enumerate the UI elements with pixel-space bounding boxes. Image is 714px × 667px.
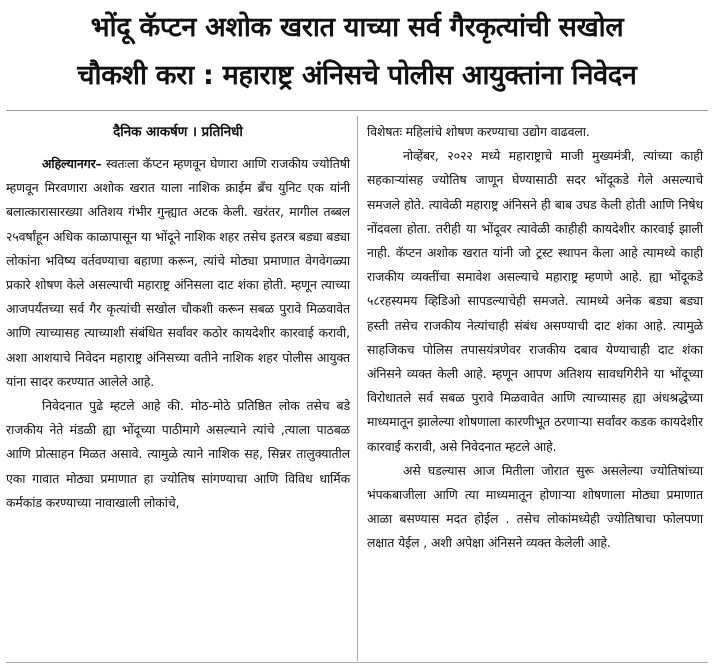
paragraph-1-text: स्वतःला कॅप्टन म्हणवून घेणारा आणि राजकीय ज्योतिषी म्हणवून मिरवणारा अशोक खरात याला नाशिक क्राईम ब्रँच युनिट एक यांनी बलात्कारासारख्या अतिशय गंभीर गुन्ह्यात अटक केली. खरंतर, मागील तब्बल २५वर्षांहून अधिक काळापासून या भोंदूने नाशिक शहर तसेच इतरत्र बड्या बड्या लोकांना भविष्य वर्तवण्याचा बहाणा करून, त्यांचे मोठ्या प्रमाणात वेगवेगळ्या प्रकारे शोषण केले असल्याची महाराष्ट्र अंनिसला दाट शंका होती. म्हणून त्याच्या आजपर्यंतच्या सर्व गैर कृत्यांची सखोल चौकशी करून सबळ पुरावे मिळवावेत आणि त्याच्यासह त्याच्याशी संबंधित सर्वांवर कठोर कायदेशीर कारवाई करावी, अशा आशयाचे निवेदन महाराष्ट्र अंनिसच्या वतीने नाशिक शहर पोलीस आयुक्त यांना सादर करण्यात आलेले आहे.	[6, 156, 350, 389]
right-column	[367, 120, 703, 556]
bottom-rule	[6, 662, 708, 663]
paragraph-5: असे घडल्यास आज मितीला जोरात सुरू असलेल्या ज्योतिषांच्या भंपकबाजीला आणि त्या माध्यमातून होणाऱ्या शोषणाला मोठ्या प्रमाणात आळा बसण्यास मदत होईल . तसेच लोकांमध्येही ज्योतिषाचा फोलपणा लक्षात येईल , अशी अपेक्षा अंनिसने व्यक्त केलेली आहे.	[367, 462, 703, 551]
headline-line-1: भोंदू कॅप्टन अशोक खरात याच्या सर्व गैरकृत्यांची सखोल	[90, 12, 624, 43]
byline: दैनिक आकर्षण । प्रतिनिधी	[113, 124, 243, 140]
paragraph-1	[6, 152, 350, 394]
left-column	[6, 120, 350, 515]
paragraph-4: नोव्हेंबर, २०२२ मध्ये महाराष्ट्राचे माजी मुख्यमंत्री, त्यांच्या काही सहकाऱ्यांसह ज्योतिष जाणून घेण्यासाठी सदर भोंदूकडे गेले असल्याचे समजले होते. त्यावेळी महाराष्ट्र अंनिसने ही बाब उघड केली होती आणि निषेध नोंदवला होता. तरीही या भोंदूवर त्यावेळी काहीही कायदेशीर कारवाई झाली नाही. कॅप्टन अशोक खरात यांनी जो ट्रस्ट स्थापन केला आहे त्यामध्ये काही राजकीय व्यक्तींचा समावेश असल्याचे महाराष्ट्र म्हणणे आहे. ह्या भोंदूकडे ५८रहस्यमय व्हिडिओ सापडल्याचेही समजते. त्यामध्ये अनेक बड्या बड्या हस्ती तसेच राजकीय नेत्यांचाही संबंध असण्याची दाट शंका आहे. त्यामुळे साहजिकच पोलिस तपासयंत्रणेवर राजकीय दबाव येण्याचाही दाट शंका अंनिसने व्यक्त केली आहे. म्हणून आपण अतिशय सावधगिरीने या भोंदूच्या विरोधातले सर्व सबळ पुरावे मिळवावेत आणि त्याच्यासह ह्या अंधश्रद्धेच्या माध्यमातून झालेल्या शोषणाला कारणीभूत ठरणाऱ्या सर्वांवर कडक कायदेशीर कारवाई करावी, असे निवेदनात म्हटले आहे.	[367, 148, 703, 454]
dateline: अहिल्यानगर–	[42, 156, 102, 171]
headline-line-2: चौकशी करा : महाराष्ट्र अंनिसचे पोलीस आयुक्तांना निवेदन	[77, 60, 637, 91]
paragraph-2: निवेदनात पुढे म्हटले आहे की. मोठ-मोठे प्रतिष्ठित लोक तसेच बडे राजकीय नेते मंडळी ह्या भोंदूच्या पाठीमागे असल्याने त्यांचे ,त्याला पाठबळ आणि प्रोत्साहन मिळत असावे. त्यामुळे त्याने नाशिक सह, सिन्नर तालुक्यातील एका गावात मोठ्या प्रमाणात हा ज्योतिष सांगण्याचा आणि विविध धार्मिक कर्मकांड करण्याच्या नावाखाली लोकांचे,	[6, 398, 350, 510]
paragraph-3: विशेषतः महिलांचे शोषण करण्याचा उद्योग वाढवला.	[367, 124, 590, 139]
column-divider	[357, 116, 358, 661]
headline	[0, 4, 714, 100]
headline-rule	[6, 110, 708, 111]
